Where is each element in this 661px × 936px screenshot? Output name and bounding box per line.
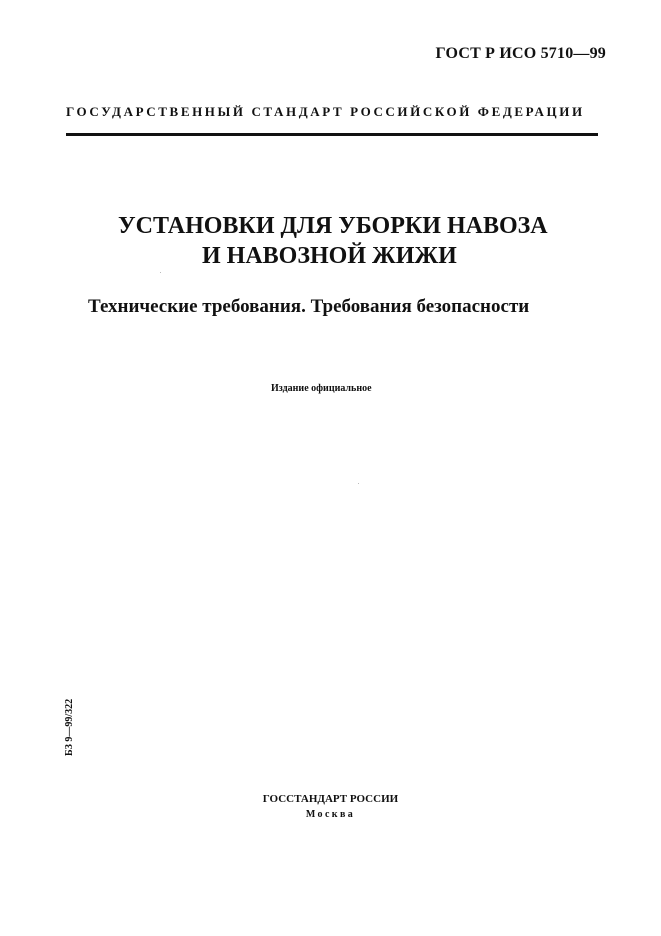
subtitle: Технические требования. Требования безопасности [88, 296, 530, 317]
side-code: БЗ 9—99/322 [64, 698, 75, 756]
publisher-name: ГОССТАНДАРТ РОССИИ [262, 793, 399, 805]
title-line-1: УСТАНОВКИ ДЛЯ УБОРКИ НАВОЗА [118, 213, 548, 239]
document-code: ГОСТ Р ИСО 5710—99 [435, 45, 606, 62]
scan-speck [160, 272, 161, 273]
header-rule [66, 133, 598, 136]
scan-speck [358, 483, 359, 484]
edition-note: Издание официальное [271, 383, 372, 394]
title-line-2: И НАВОЗНОЙ ЖИЖИ [202, 243, 457, 269]
state-standard-heading: ГОСУДАРСТВЕННЫЙ СТАНДАРТ РОССИЙСКОЙ ФЕДЕРАЦИИ [66, 104, 585, 119]
publisher-city: Москва [305, 809, 356, 820]
